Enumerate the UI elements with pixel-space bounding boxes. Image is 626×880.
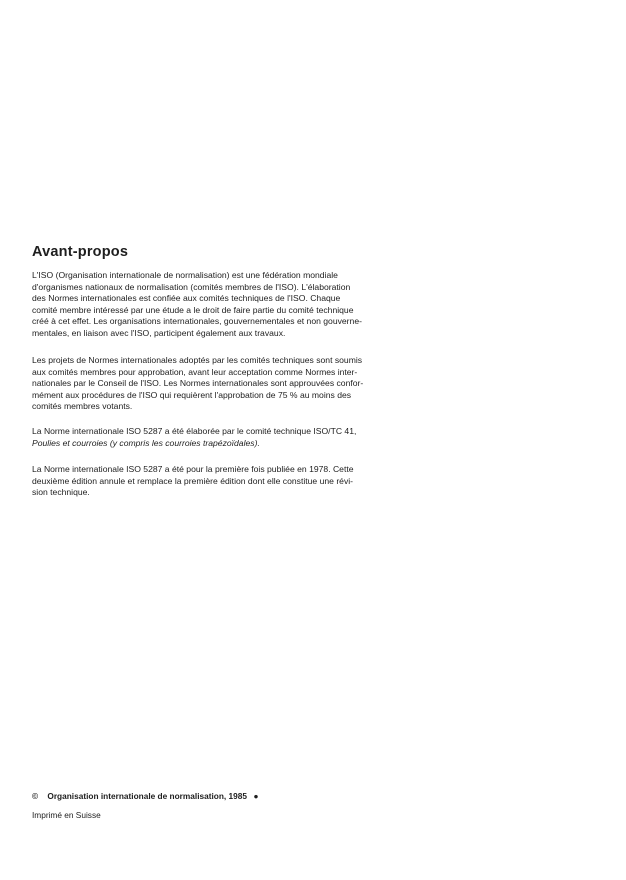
copyright-line	[32, 791, 258, 801]
copyright-icon: ©	[32, 791, 39, 801]
text-line: des Normes internationales est confiée aux comités techniques de l'ISO. Chaque	[32, 293, 341, 303]
paragraph-edition	[32, 464, 382, 499]
text-line: mentales, en liaison avec l'ISO, participent également aux travaux.	[32, 327, 286, 338]
copyright-text: Organisation internationale de normalisation, 1985	[47, 791, 247, 801]
text-line: mément aux procédures de l'ISO qui requièrent l'approbation de 75 % au moins des	[32, 389, 352, 400]
text-line: La Norme internationale ISO 5287 a été élaborée par le comité technique ISO/TC 41,	[32, 426, 357, 436]
committee-title: Poulies et courroies (y compris les courroies trapézoïdales).	[32, 437, 260, 448]
text-line: deuxième édition annule et remplace la première édition dont elle constitue une révi-	[32, 475, 354, 486]
printed-in: Imprimé en Suisse	[32, 810, 101, 820]
text-line: comité membre intéressé par une étude a le droit de faire partie du comité technique	[32, 304, 354, 315]
page-title: Avant-propos	[32, 244, 129, 260]
paragraph-iso-intro	[32, 270, 382, 339]
text-line: aux comités membres pour approbation, avant leur acceptation comme Normes inter-	[32, 366, 358, 377]
text-line: sion technique.	[32, 487, 90, 497]
text-line: La Norme internationale ISO 5287 a été pour la première fois publiée en 1978. Cette	[32, 464, 354, 474]
text-line: d'organismes nationaux de normalisation (comités membres de l'ISO). L'élaboration	[32, 281, 351, 292]
text-line: nationales par le Conseil de l'ISO. Les Normes internationales sont approuvées confor-	[32, 378, 364, 388]
text-line: L'ISO (Organisation internationale de normalisation) est une fédération mondiale	[32, 270, 338, 280]
bullet-icon: ●	[253, 791, 259, 801]
text-line: comités membres votants.	[32, 401, 133, 411]
text-line: créé à cet effet. Les organisations internationales, gouvernementales et non gouverne-	[32, 316, 362, 326]
paragraph-approval	[32, 355, 382, 413]
text-line: Les projets de Normes internationales adoptés par les comités techniques sont soumis	[32, 355, 363, 365]
paragraph-committee	[32, 426, 382, 449]
